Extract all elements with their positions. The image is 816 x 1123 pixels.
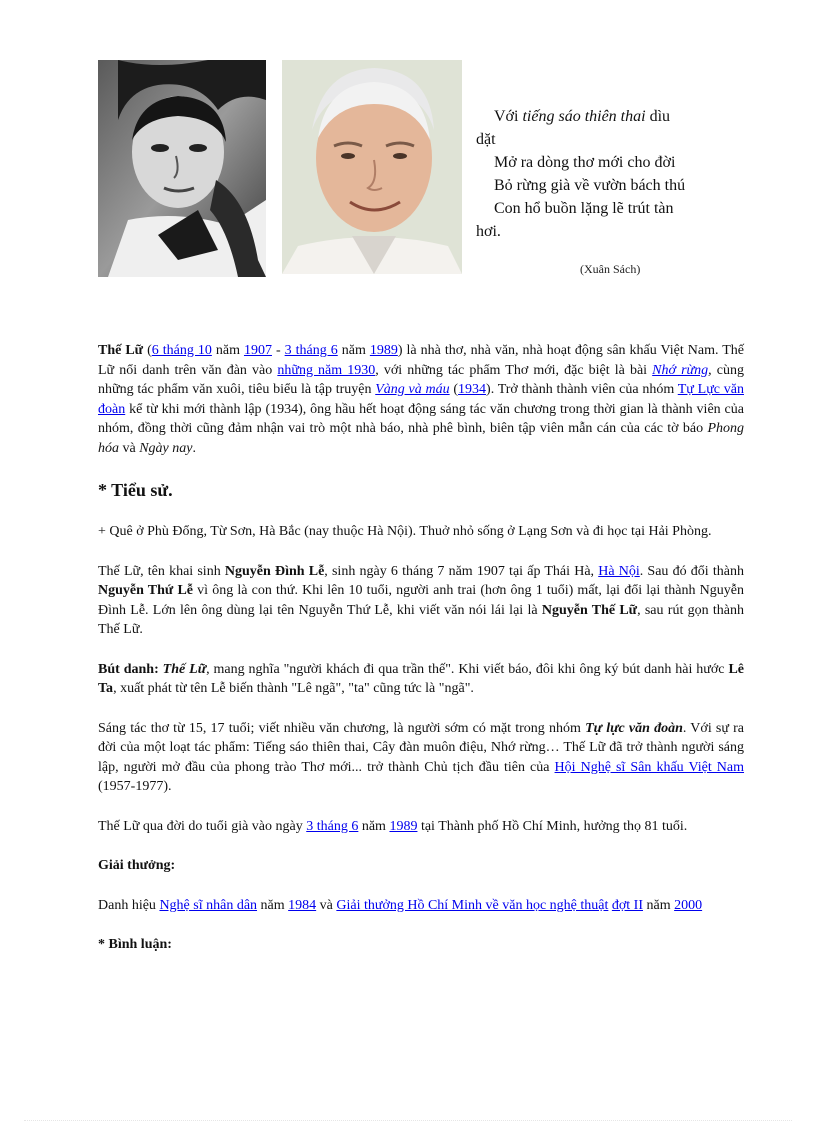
heading-biography: * Tiểu sử.: [98, 480, 173, 500]
link-ha-noi[interactable]: Hà Nội: [598, 563, 640, 579]
link-death-date-2[interactable]: 3 tháng 6: [306, 818, 359, 834]
link-nho-rung[interactable]: Nhớ rừng: [652, 362, 709, 378]
poem-line-1: Với tiếng sáo thiên thai dìu: [494, 108, 671, 125]
paragraph-death: Thế Lữ qua đời do tuổi già vào ngày 3 tháng 6 năm 1989 tại Thành phố Hồ Chí Minh, hưởng thọ 81 tuổi.: [98, 818, 688, 834]
poem-line-4: Con hổ buồn lặng lẽ trút tàn: [494, 200, 674, 217]
portrait-young-photo: [98, 60, 266, 277]
link-hoi-nghe-si[interactable]: Hội Nghệ sĩ Sân khấu Việt Nam: [554, 759, 745, 775]
link-birth-year[interactable]: 1907: [243, 343, 272, 358]
link-vang-va-mau[interactable]: Vàng và máu: [375, 382, 450, 397]
poem-line-2: Mở ra dòng thơ mới cho đời: [494, 154, 676, 171]
paragraph-pen-name: Bút danh: Thế Lữ, mang nghĩa "người khách đi qua trần thế". Khi viết báo, đôi khi ông ký bút danh hài hước Lê Ta, xuất phát từ tên Lễ biến thành "Lê ngã", "ta" cũng tức là "ngã".: [98, 661, 744, 696]
link-death-year-2[interactable]: 1989: [389, 818, 418, 834]
link-1930s[interactable]: những năm 1930: [277, 362, 376, 378]
heading-awards: Giải thưởng:: [98, 858, 176, 873]
paragraph-hometown: + Quê ở Phù Đổng, Từ Sơn, Hà Bắc (nay thuộc Hà Nội). Thuở nhỏ sống ở Lạng Sơn và đi học tại Hải Phòng.: [98, 524, 712, 539]
link-giai-thuong-hcm[interactable]: Giải thưởng Hồ Chí Minh về văn học nghệ thuật: [336, 897, 609, 913]
poem-line-3: Bỏ rừng già về vườn bách thú: [494, 177, 686, 194]
link-death-year[interactable]: 1989: [369, 343, 398, 358]
poem-block: [476, 105, 736, 243]
paragraph-intro: Thế Lữ (6 tháng 10 năm 1907 - 3 tháng 6 năm 1989) là nhà thơ, nhà văn, nhà hoạt động sân khấu Việt Nam. Thế Lữ nổi danh trên văn đàn vào những năm 1930, với những tác phẩm Thơ mới, đặc biệt là bài Nhớ rừng, cùng những tác phẩm văn xuôi, tiêu biểu là tập truyện Vàng và máu (1934). Trở thành thành viên của nhóm Tự Lực văn đoàn kể từ khi mới thành lập (1934), ông hầu hết hoạt động sáng tác văn chương trong thời gian là thành viên của nhóm, đồng thời cũng đảm nhận vai trò một nhà báo, nhà phê bình, biên tập viên mẫn cán của các tờ báo Phong hóa và Ngày nay.: [98, 343, 744, 456]
link-death-date[interactable]: 3 tháng 6: [284, 343, 338, 358]
poem-line-4-cont: hơi.: [476, 223, 501, 240]
link-tu-luc-van-doan[interactable]: Tự Lực văn đoàn: [98, 382, 744, 417]
link-dot-ii[interactable]: đợt II: [611, 897, 643, 913]
portrait-elderly-photo: [282, 60, 462, 274]
poem-line-1-cont: dặt: [476, 131, 496, 148]
link-1934[interactable]: 1934: [458, 382, 487, 397]
subject-name: Thế Lữ: [98, 343, 144, 358]
link-birth-date[interactable]: 6 tháng 10: [151, 343, 212, 358]
article-body: [98, 341, 744, 955]
link-1984[interactable]: 1984: [288, 897, 317, 913]
portrait-elderly-image: [282, 60, 462, 274]
paragraph-birth-name: Thế Lữ, tên khai sinh Nguyễn Đình Lễ, sinh ngày 6 tháng 7 năm 1907 tại ấp Thái Hà, Hà Nội. Sau đó đổi thành Nguyễn Thứ Lễ vì ông là con thứ. Khi lên 10 tuổi, người anh trai (hơn ông 1 tuổi) mất, lại đổi lại thành Nguyễn Đình Lễ. Lớn lên ông dùng lại tên Nguyễn Thứ Lễ, khi viết văn nói lái lại là Nguyễn Thế Lữ, sau rút gọn thành Thế Lữ.: [98, 563, 744, 637]
link-2000[interactable]: 2000: [674, 897, 703, 913]
page-bottom-divider: [24, 1120, 792, 1121]
poem-credit: (Xuân Sách): [580, 262, 641, 276]
link-nghe-si-nhan-dan[interactable]: Nghệ sĩ nhân dân: [159, 897, 258, 913]
portrait-young-image: [98, 60, 266, 277]
heading-commentary: * Bình luận:: [98, 937, 172, 952]
paragraph-career: Sáng tác thơ từ 15, 17 tuổi; viết nhiều văn chương, là người sớm có mặt trong nhóm Tự lực văn đoàn. Với sự ra đời của một loạt tác phẩm: Tiếng sáo thiên thai, Cây đàn muôn điệu, Nhớ rừng… Thế Lữ đã trở thành người sáng lập, người mở đầu của phong trào Thơ mới... trở thành Chủ tịch đầu tiên của Hội Nghệ sĩ Sân khấu Việt Nam (1957-1977).: [98, 720, 745, 794]
paragraph-awards: Danh hiệu Nghệ sĩ nhân dân năm 1984 và Giải thưởng Hồ Chí Minh về văn học nghệ thuật đợt II năm 2000: [98, 897, 703, 913]
